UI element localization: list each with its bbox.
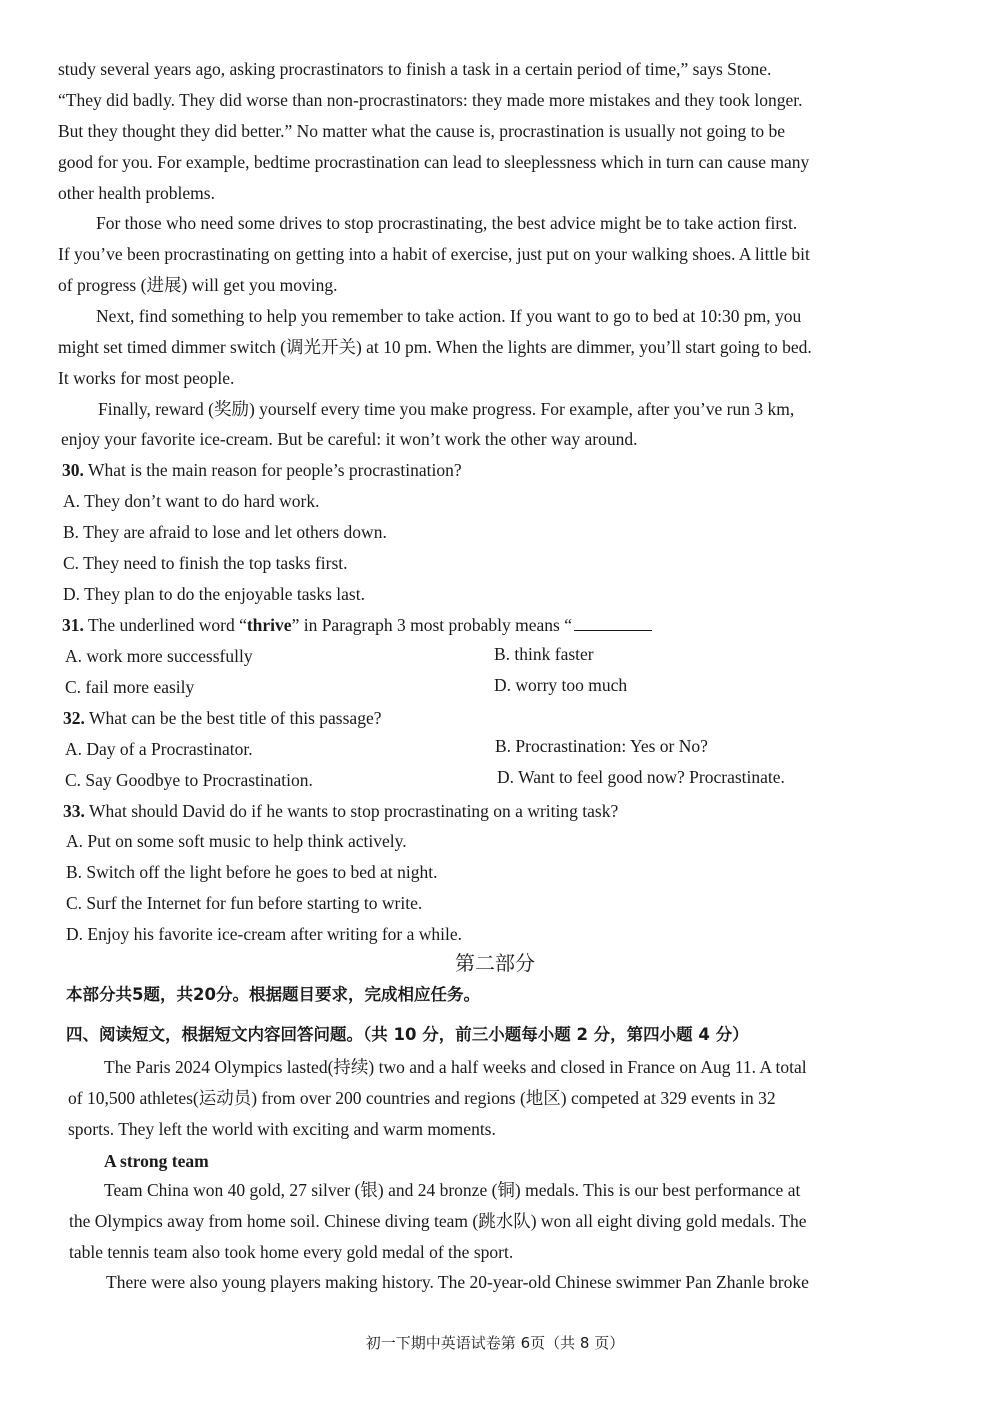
part-heading: 第二部分 [455,951,535,975]
paragraph-line: If you’ve been procrastinating on getting into a habit of exercise, just put on your walking shoes. A little bit [58,244,810,264]
answer-option-d[interactable]: D. Enjoy his favorite ice-cream after writing for a while. [66,924,463,944]
paragraph-line: of 10,500 athletes(运动员) from over 200 countries and regions (地区) competed at 329 events in 32 [68,1088,776,1108]
question-number: 32. [63,708,85,728]
paragraph-line: Team China won 40 gold, 27 silver (银) and 24 bronze (铜) medals. This is our best performance at [104,1180,801,1200]
answer-option-b[interactable]: B. They are afraid to lose and let others down. [63,522,387,542]
paragraph-line: For those who need some drives to stop procrastinating, the best advice might be to take action first. [96,213,798,233]
paragraph-line: the Olympics away from home soil. Chinese diving team (跳水队) won all eight diving gold medals. The [69,1211,807,1231]
question-text: What can be the best title of this passage? [88,708,382,728]
question-number: 33. [63,801,85,821]
paragraph-line: of progress (进展) will get you moving. [58,275,338,295]
answer-blank[interactable] [574,616,652,631]
page-footer: 初一下期中英语试卷第 6页（共 8 页） [365,1334,625,1352]
question-stem [62,459,462,481]
answer-option-d[interactable]: D. They plan to do the enjoyable tasks last. [63,584,365,604]
intro-text: 本部分共 [66,985,132,1004]
answer-option-c[interactable]: C. Surf the Internet for fun before starting to write. [66,893,423,913]
paragraph-line: table tennis team also took home every gold medal of the sport. [69,1242,514,1262]
paragraph-line: sports. They left the world with exciting and warm moments. [68,1119,496,1139]
answer-option-b[interactable]: B. Procrastination: Yes or No? [495,736,708,756]
paragraph-line: study several years ago, asking procrastinators to finish a task in a certain period of time,” says Stone. [58,59,772,79]
question-stem [63,707,381,729]
intro-text: 分。根据题目要求，完成相应任务。 [215,985,480,1004]
answer-option-a[interactable]: A. They don’t want to do hard work. [63,491,320,511]
intro-score: 20 [192,985,216,1004]
question-text: What should David do if he wants to stop procrastinating on a writing task? [88,801,619,821]
question-number: 31. [62,615,84,635]
paragraph-line: other health problems. [58,183,215,203]
answer-option-c[interactable]: C. They need to finish the top tasks first. [63,553,348,573]
intro-text: 题，共 [143,985,193,1004]
question-stem [62,614,652,636]
paragraph-line: Next, find something to help you remember to take action. If you want to go to bed at 10:30 pm, you [96,306,802,326]
question-number: 30. [62,460,84,480]
paragraph-line: enjoy your favorite ice-cream. But be careful: it won’t work the other way around. [61,429,638,449]
paragraph-line: There were also young players making history. The 20-year-old Chinese swimmer Pan Zhanle broke [106,1272,809,1292]
question-stem [63,800,618,822]
paragraph-line: might set timed dimmer switch (调光开关) at 10 pm. When the lights are dimmer, you’ll start going to bed. [58,337,812,357]
underlined-word: thrive [246,615,292,635]
paragraph-line: “They did badly. They did worse than non-procrastinators: they made more mistakes and they took longer. [58,90,803,110]
answer-option-c[interactable]: C. fail more easily [65,677,195,697]
paragraph-line: But they thought they did better.” No matter what the cause is, procrastination is usually not going to be [58,121,786,141]
answer-option-b[interactable]: B. Switch off the light before he goes to bed at night. [66,862,438,882]
section-title: 四、阅读短文，根据短文内容回答问题。（共 10 分，前三小题每小题 2 分，第四小题 4 分） [66,1025,749,1044]
paragraph-line: Finally, reward (奖励) yourself every time you make progress. For example, after you’ve run 3 km, [98,399,795,419]
intro-count: 5 [132,985,144,1004]
part-intro [66,984,480,1006]
passage2-subheading: A strong team [104,1151,209,1171]
paragraph-line: It works for most people. [58,368,235,388]
answer-option-a[interactable]: A. work more successfully [65,646,253,666]
answer-option-a[interactable]: A. Day of a Procrastinator. [65,739,253,759]
paragraph-line: good for you. For example, bedtime procrastination can lead to sleeplessness which in turn can cause many [58,152,810,172]
question-text: ” in Paragraph 3 most probably means “ [291,615,572,635]
paragraph-line: The Paris 2024 Olympics lasted(持续) two and a half weeks and closed in France on Aug 11. A total [104,1057,807,1077]
answer-option-b[interactable]: B. think faster [494,644,594,664]
question-text: What is the main reason for people’s procrastination? [87,460,462,480]
answer-option-d[interactable]: D. Want to feel good now? Procrastinate. [497,767,785,787]
answer-option-c[interactable]: C. Say Goodbye to Procrastination. [65,770,313,790]
question-text: The underlined word “ [87,615,247,635]
answer-option-d[interactable]: D. worry too much [494,675,628,695]
answer-option-a[interactable]: A. Put on some soft music to help think actively. [66,831,407,851]
